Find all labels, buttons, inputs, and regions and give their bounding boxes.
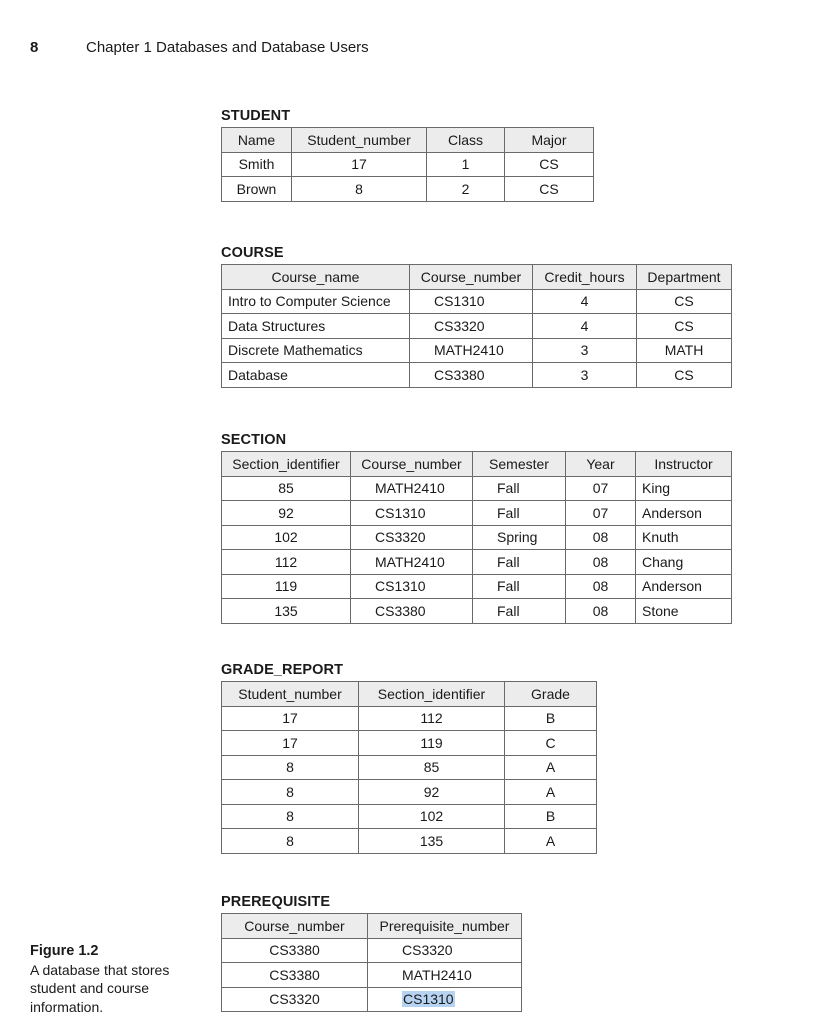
table-cell: CS3320 <box>351 525 473 550</box>
table-row <box>222 780 597 805</box>
table-cell: CS3380 <box>222 963 368 988</box>
prerequisite-table <box>221 913 522 1012</box>
table-header-row <box>222 682 597 707</box>
table-header-row <box>222 452 732 477</box>
table-row <box>222 706 597 731</box>
column-header: Course_name <box>222 265 410 290</box>
table-row <box>222 829 597 854</box>
table-cell: Fall <box>473 574 566 599</box>
student-table-title: STUDENT <box>221 108 291 124</box>
table-cell: A <box>505 755 597 780</box>
page-number: 8 <box>30 39 39 56</box>
table-cell: 4 <box>533 289 637 314</box>
table-cell: 102 <box>359 804 505 829</box>
column-header: Grade <box>505 682 597 707</box>
table-cell: Anderson <box>636 501 732 526</box>
table-row <box>222 314 732 339</box>
figure-label: Figure 1.2 <box>30 943 99 959</box>
table-row <box>222 804 597 829</box>
table-row <box>222 599 732 624</box>
table-cell: 07 <box>566 501 636 526</box>
figure-caption-text: A database that stores student and course information. <box>30 961 170 1015</box>
table-cell: 17 <box>292 152 427 177</box>
table-cell: Fall <box>473 476 566 501</box>
table-row <box>222 574 732 599</box>
table-cell: King <box>636 476 732 501</box>
table-cell: Data Structures <box>222 314 410 339</box>
grade-report-table-title: GRADE_REPORT <box>221 662 344 678</box>
column-header: Section_identifier <box>359 682 505 707</box>
table-cell: 17 <box>222 731 359 756</box>
prerequisite-table-title: PREREQUISITE <box>221 894 331 910</box>
table-cell: C <box>505 731 597 756</box>
course-table-title: COURSE <box>221 245 284 261</box>
table-cell: MATH2410 <box>368 963 522 988</box>
column-header: Course_number <box>222 914 368 939</box>
table-cell: CS <box>637 289 732 314</box>
table-cell: Fall <box>473 550 566 575</box>
table-cell: MATH2410 <box>410 338 533 363</box>
table-cell: Knuth <box>636 525 732 550</box>
table-cell: Database <box>222 363 410 388</box>
table-row <box>222 363 732 388</box>
table-cell: MATH2410 <box>351 476 473 501</box>
column-header: Name <box>222 128 292 153</box>
table-row <box>222 987 522 1012</box>
table-cell: 17 <box>222 706 359 731</box>
table-cell: 4 <box>533 314 637 339</box>
table-cell: CS <box>637 363 732 388</box>
table-cell: 85 <box>359 755 505 780</box>
table-cell: Fall <box>473 599 566 624</box>
table-cell: MATH2410 <box>351 550 473 575</box>
table-cell: CS3380 <box>351 599 473 624</box>
table-cell: CS3320 <box>222 987 368 1012</box>
student-table <box>221 127 594 202</box>
grade-report-table <box>221 681 597 854</box>
column-header: Major <box>505 128 594 153</box>
column-header: Class <box>427 128 505 153</box>
table-cell: CS <box>505 177 594 202</box>
table-cell: 8 <box>222 829 359 854</box>
running-head: Chapter 1 Databases and Database Users <box>86 39 369 56</box>
table-cell: Brown <box>222 177 292 202</box>
column-header: Year <box>566 452 636 477</box>
table-cell <box>368 987 522 1012</box>
table-row <box>222 476 732 501</box>
column-header: Instructor <box>636 452 732 477</box>
table-cell: 102 <box>222 525 351 550</box>
column-header: Course_number <box>351 452 473 477</box>
table-cell: CS1310 <box>351 574 473 599</box>
table-cell: B <box>505 804 597 829</box>
table-cell: CS1310 <box>410 289 533 314</box>
table-cell: 85 <box>222 476 351 501</box>
table-cell: 07 <box>566 476 636 501</box>
table-row <box>222 963 522 988</box>
table-cell: Fall <box>473 501 566 526</box>
table-cell: 119 <box>222 574 351 599</box>
column-header: Course_number <box>410 265 533 290</box>
column-header: Semester <box>473 452 566 477</box>
table-cell: 1 <box>427 152 505 177</box>
table-cell: CS3380 <box>222 938 368 963</box>
table-row <box>222 731 597 756</box>
table-row <box>222 501 732 526</box>
table-cell: CS3380 <box>410 363 533 388</box>
table-cell: CS3320 <box>368 938 522 963</box>
column-header: Student_number <box>222 682 359 707</box>
table-row <box>222 177 594 202</box>
table-row <box>222 525 732 550</box>
table-cell: 3 <box>533 338 637 363</box>
table-cell: 112 <box>359 706 505 731</box>
table-cell: 92 <box>222 501 351 526</box>
table-cell: 135 <box>222 599 351 624</box>
section-table-title: SECTION <box>221 432 287 448</box>
table-cell: 8 <box>292 177 427 202</box>
table-cell: CS1310 <box>351 501 473 526</box>
table-cell: 08 <box>566 525 636 550</box>
table-cell: 8 <box>222 804 359 829</box>
table-cell: 08 <box>566 574 636 599</box>
table-cell: 3 <box>533 363 637 388</box>
table-cell: B <box>505 706 597 731</box>
figure-caption <box>30 942 190 1016</box>
table-cell: A <box>505 780 597 805</box>
table-cell: 08 <box>566 599 636 624</box>
table-cell: Anderson <box>636 574 732 599</box>
table-cell: CS <box>505 152 594 177</box>
table-header-row <box>222 914 522 939</box>
table-cell: MATH <box>637 338 732 363</box>
table-cell: 2 <box>427 177 505 202</box>
table-cell: 8 <box>222 780 359 805</box>
table-row <box>222 152 594 177</box>
column-header: Student_number <box>292 128 427 153</box>
table-cell: 112 <box>222 550 351 575</box>
table-cell: 8 <box>222 755 359 780</box>
table-cell: Discrete Mathematics <box>222 338 410 363</box>
table-cell: Spring <box>473 525 566 550</box>
table-cell: 08 <box>566 550 636 575</box>
table-cell: Stone <box>636 599 732 624</box>
course-table <box>221 264 732 388</box>
table-row <box>222 755 597 780</box>
column-header: Section_identifier <box>222 452 351 477</box>
table-cell: CS3320 <box>410 314 533 339</box>
table-row <box>222 289 732 314</box>
table-header-row <box>222 265 732 290</box>
column-header: Department <box>637 265 732 290</box>
column-header: Credit_hours <box>533 265 637 290</box>
table-cell: CS <box>637 314 732 339</box>
table-cell: 92 <box>359 780 505 805</box>
section-table <box>221 451 732 624</box>
column-header: Prerequisite_number <box>368 914 522 939</box>
table-cell: Intro to Computer Science <box>222 289 410 314</box>
table-cell: Smith <box>222 152 292 177</box>
table-row <box>222 338 732 363</box>
table-header-row <box>222 128 594 153</box>
table-row <box>222 938 522 963</box>
table-cell: A <box>505 829 597 854</box>
table-row <box>222 550 732 575</box>
table-cell: 119 <box>359 731 505 756</box>
selected-text[interactable]: CS1310 <box>403 991 454 1008</box>
table-cell: Chang <box>636 550 732 575</box>
table-cell: 135 <box>359 829 505 854</box>
